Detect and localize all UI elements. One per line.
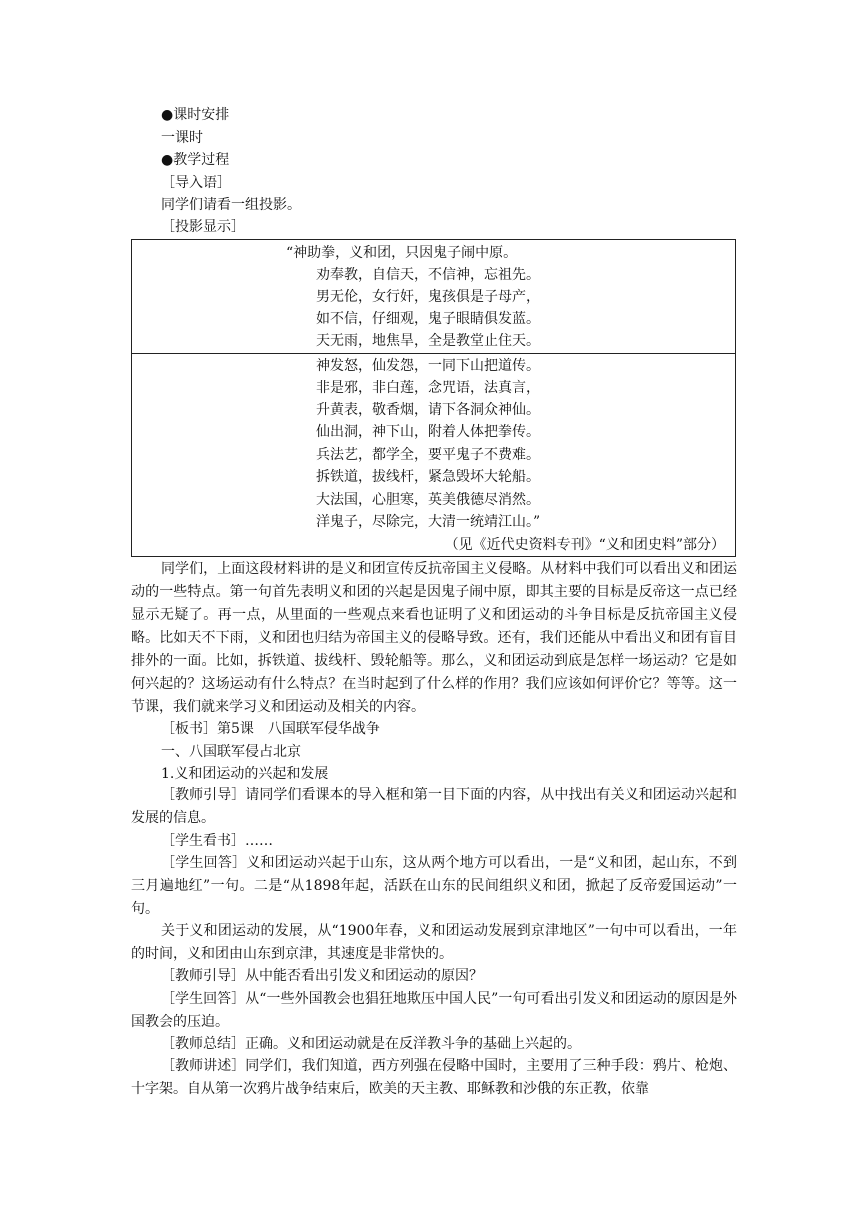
poem-line: 天无雨，地焦旱，全是教堂止住天。 [316,333,540,349]
schedule-value: 一课时 [161,130,203,146]
board-title: ［板书］第5课 八国联军侵华战争 [161,721,380,737]
intro-paragraph: 同学们，上面这段材料讲的是义和团宣传反抗帝国主义侵略。从材料中我们可以看出义和团运动的一些特点。第一句首先表明义和团的兴起是因鬼子闹中原，即其主要的目标是反帝这一点已经显示无疑了。再一点，从里面的一些观点来看也证明了义和团运动的斗争目标是反抗帝国主义侵略。比如天不下雨，义和团也归结为帝国主义的侵略导致。还有，我们还能从中看出义和团有盲目排外的一面。比如，拆铁道、拔线杆、毁轮船等。那么，义和团运动到底是怎样一场运动？它是如何兴起的？这场运动有什么特点？在当时起到了什么样的作用？我们应该如何评价它？等等。这一节课，我们就来学习义和团运动及相关的内容。 [131,561,737,715]
box-divider [132,353,735,354]
teacher-guide: ［教师引导］请同学们看课本的导入框和第一目下面的内容，从中找出有关义和团运动兴起和发展的信息。 [131,787,737,826]
teacher-lecture: ［教师讲述］同学们，我们知道，西方列强在侵略中国时，主要用了三种手段：鸦片、枪炮、十字架。自从第一次鸦片战争结束后，欧美的天主教、耶稣教和沙俄的东正教，依靠 [131,1058,737,1097]
student-answer: ［学生回答］义和团运动兴起于山东，这从两个地方可以看出，一是“义和团，起山东，不到三月遍地红”一句。二是“从1898年起，活跃在山东的民间组织义和团，掀起了反帝爱国运动”一句。 [131,855,737,917]
poem-line: 非是邪，非白莲，念咒语，法真言， [316,380,540,396]
teacher-summary: ［教师总结］正确。义和团运动就是在反洋教斗争的基础上兴起的。 [161,1036,581,1052]
poem-line: 仙出洞，神下山，附着人体把拳传。 [316,424,540,440]
poem-line: 神发怒，仙发怨，一同下山把道传。 [316,358,540,374]
section-heading: 一、八国联军侵占北京 [161,744,301,760]
process-heading: ●教学过程 [161,152,230,168]
intro-text: 同学们请看一组投影。 [161,197,301,213]
poem-source: （见《近代史资料专刊》“义和团史料”部分） [444,537,725,553]
poem-line: 兵法艺，都学全，要平鬼子不费难。 [316,447,540,463]
poem-line: 大法国，心胆寒，英美俄德尽消然。 [316,492,540,508]
student-answer: ［学生回答］从“一些外国教会也猖狂地欺压中国人民”一句可看出引发义和团运动的原因是外国教会的压迫。 [131,991,737,1030]
poem-line: 拆铁道，拔线杆，紧急毁坏大轮船。 [316,469,540,485]
subsection-heading: 1.义和团运动的兴起和发展 [161,766,329,782]
poem-line: 劝奉教，自信天，不信神，忘祖先。 [316,267,540,283]
student-reading: ［学生看书］…… [161,833,273,849]
development-paragraph: 关于义和团运动的发展，从“1900年春，义和团运动发展到京津地区”一句中可以看出，一年的时间，义和团由山东到京津，其速度是非常快的。 [131,923,737,962]
schedule-heading: ●课时安排 [161,107,230,123]
projection-box [131,239,736,557]
poem-line: 升黄表，敬香烟，请下各洞众神仙。 [316,402,540,418]
teacher-guide: ［教师引导］从中能否看出引发义和团运动的原因？ [161,968,483,984]
poem-line: 洋鬼子，尽除完，大清一统靖江山。” [316,514,541,530]
poem-line: 男无伦，女行奸，鬼孩俱是子母产， [316,289,540,305]
intro-tag: ［导入语］ [161,175,231,191]
poem-line: 如不信，仔细观，鬼子眼睛俱发蓝。 [316,311,540,327]
poem-line: “神助拳，义和团，只因鬼子闹中原。 [286,245,518,261]
projection-tag: ［投影显示］ [161,219,245,235]
